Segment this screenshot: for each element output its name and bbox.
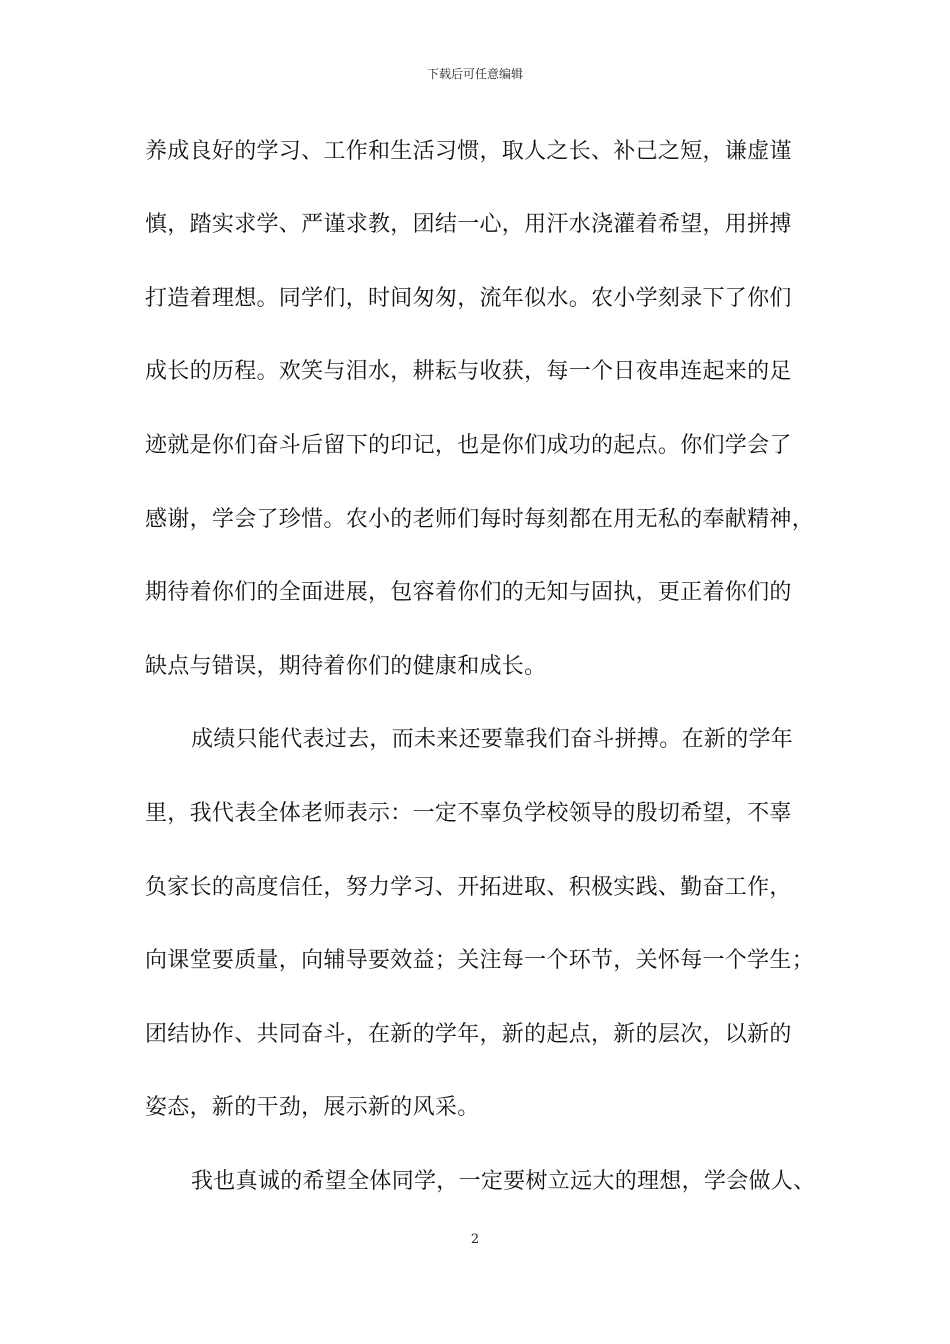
text-line: 里，我代表全体老师表示：一定不辜负学校领导的殷切希望，不辜 xyxy=(145,801,792,826)
text-line: 团结协作、共同奋斗，在新的学年，新的起点，新的层次，以新的 xyxy=(145,1022,792,1047)
text-line: 姿态，新的干劲，展示新的风采。 xyxy=(145,1095,480,1120)
text-line: 我也真诚的希望全体同学，一定要树立远大的理想，学会做人、 xyxy=(191,1169,816,1194)
text-line: 期待着你们的全面进展，包容着你们的无知与固执，更正着你们的 xyxy=(145,580,792,605)
text-line: 感谢，学会了珍惜。农小的老师们每时每刻都在用无私的奉献精神， xyxy=(145,507,815,532)
text-line: 向课堂要质量，向辅导要效益；关注每一个环节，关怀每一个学生； xyxy=(145,948,815,973)
header-note: 下载后可任意编辑 xyxy=(426,67,523,81)
text-line: 缺点与错误，期待着你们的健康和成长。 xyxy=(145,654,547,679)
text-line: 成绩只能代表过去，而未来还要靠我们奋斗拼搏。在新的学年 xyxy=(191,727,794,752)
text-line: 慎，踏实求学、严谨求教，团结一心，用汗水浇灌着希望，用拼搏 xyxy=(145,212,792,237)
text-line: 负家长的高度信任，努力学习、开拓进取、积极实践、勤奋工作， xyxy=(145,875,792,900)
text-line: 迹就是你们奋斗后留下的印记，也是你们成功的起点。你们学会了 xyxy=(145,433,792,458)
text-line: 养成良好的学习、工作和生活习惯，取人之长、补己之短，谦虚谨 xyxy=(145,139,792,164)
text-line: 打造着理想。同学们，时间匆匆，流年似水。农小学刻录下了你们 xyxy=(145,286,792,311)
text-line: 成长的历程。欢笑与泪水，耕耘与收获，每一个日夜串连起来的足 xyxy=(145,359,792,384)
page-number: 2 xyxy=(470,1232,480,1247)
